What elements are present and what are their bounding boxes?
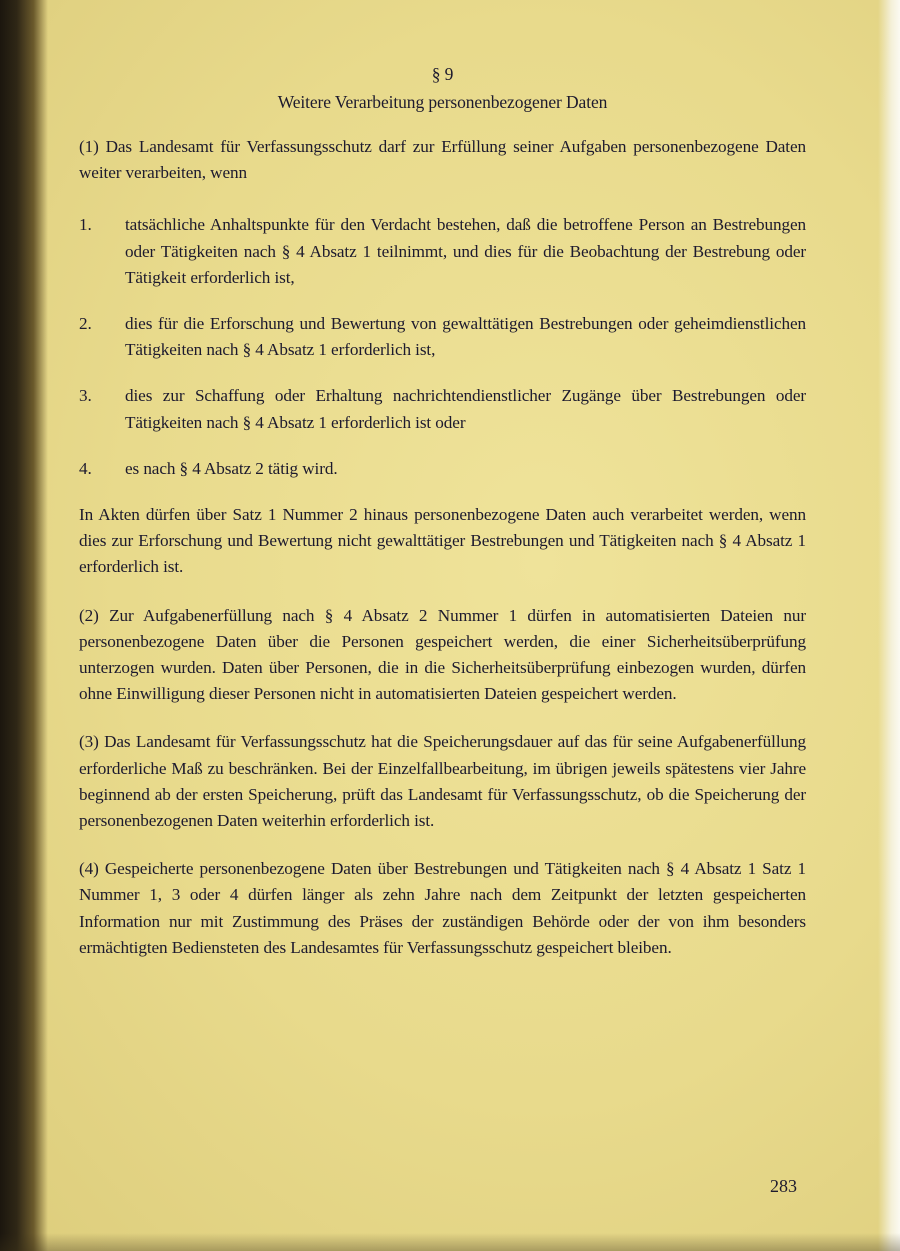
page-number: 283 [770, 1176, 797, 1196]
list-item [79, 212, 806, 291]
list-item [79, 383, 806, 435]
page-bottom-shadow [0, 1233, 900, 1251]
section-number: § 9 [431, 64, 454, 84]
book-binding-edge [0, 0, 48, 1251]
list-item-number: 4. [79, 458, 92, 478]
numbered-list [79, 212, 806, 482]
list-item-text: dies für die Erforschung und Bewertung von gewalttätigen Bestrebungen oder geheimdienstlichen Tätigkeiten nach § 4 Absatz 1 erforderlich ist, [125, 314, 806, 360]
list-item [79, 311, 806, 363]
section-title: Weitere Verarbeitung personenbezogener Daten [277, 92, 608, 112]
page-text-block [79, 60, 806, 961]
list-item-text: dies zur Schaffung oder Erhaltung nachrichtendienstlicher Zugänge über Bestrebungen oder Tätigkeiten nach § 4 Absatz 1 erforderlich ist oder [125, 386, 806, 432]
paragraph-4: (4) Gespeicherte personenbezogene Daten über Bestrebungen und Tätigkeiten nach § 4 Absatz 1 Satz 1 Nummer 1, 3 oder 4 dürfen länger als zehn Jahre nach dem Zeitpunkt der letzten gespeicherten Information nur mit Zustimmung des Präses der zuständigen Behörde oder der von ihm besonders ermächtigten Bediensteten des Landesamtes für Verfassungsschutz gespeichert bleiben. [79, 859, 806, 957]
list-item-number: 2. [79, 314, 92, 334]
paragraph-1-continuation: In Akten dürfen über Satz 1 Nummer 2 hinaus personenbezogene Daten auch verarbeitet werden, wenn dies zur Erforschung und Bewertung nicht gewalttätiger Bestrebungen und Tätigkeiten nach § 4 Absatz 1 erforderlich ist. [79, 505, 806, 577]
page-right-edge [878, 0, 900, 1251]
list-item-text: tatsächliche Anhaltspunkte für den Verdacht bestehen, daß die betroffene Person an Bestrebungen oder Tätigkeiten nach § 4 Absatz 1 teilnimmt, und dies für die Beobachtung der Bestrebung oder Tätigkeit erforderlich ist, [125, 215, 806, 287]
paragraph-1-intro: (1) Das Landesamt für Verfassungsschutz darf zur Erfüllung seiner Aufgaben personenbezogene Daten weiter verarbeiten, wenn [79, 137, 806, 183]
list-item [79, 456, 806, 482]
list-item-number: 1. [79, 215, 92, 235]
paragraph-3: (3) Das Landesamt für Verfassungsschutz hat die Speicherungsdauer auf das für seine Aufgabenerfüllung erforderliche Maß zu beschränken. Bei der Einzelfallbearbeitung, im übrigen jeweils spätestens vier Jahre beginnend ab der ersten Speicherung, prüft das Landesamt für Verfassungsschutz, ob die Speicherung der personenbezogenen Daten weiterhin erforderlich ist. [79, 732, 806, 831]
list-item-text: es nach § 4 Absatz 2 tätig wird. [125, 458, 338, 478]
paragraph-2: (2) Zur Aufgabenerfüllung nach § 4 Absatz 2 Nummer 1 dürfen in automatisierten Dateien nur personenbezogene Daten über die Personen gespeichert werden, die einer Sicherheitsüberprüfung unterzogen wurden. Daten über Personen, die in die Sicherheitsüberprüfung einbezogen wurden, dürfen ohne Einwilligung dieser Personen nicht in automatisierten Dateien gespeichert werden. [79, 605, 806, 704]
list-item-number: 3. [79, 386, 92, 406]
